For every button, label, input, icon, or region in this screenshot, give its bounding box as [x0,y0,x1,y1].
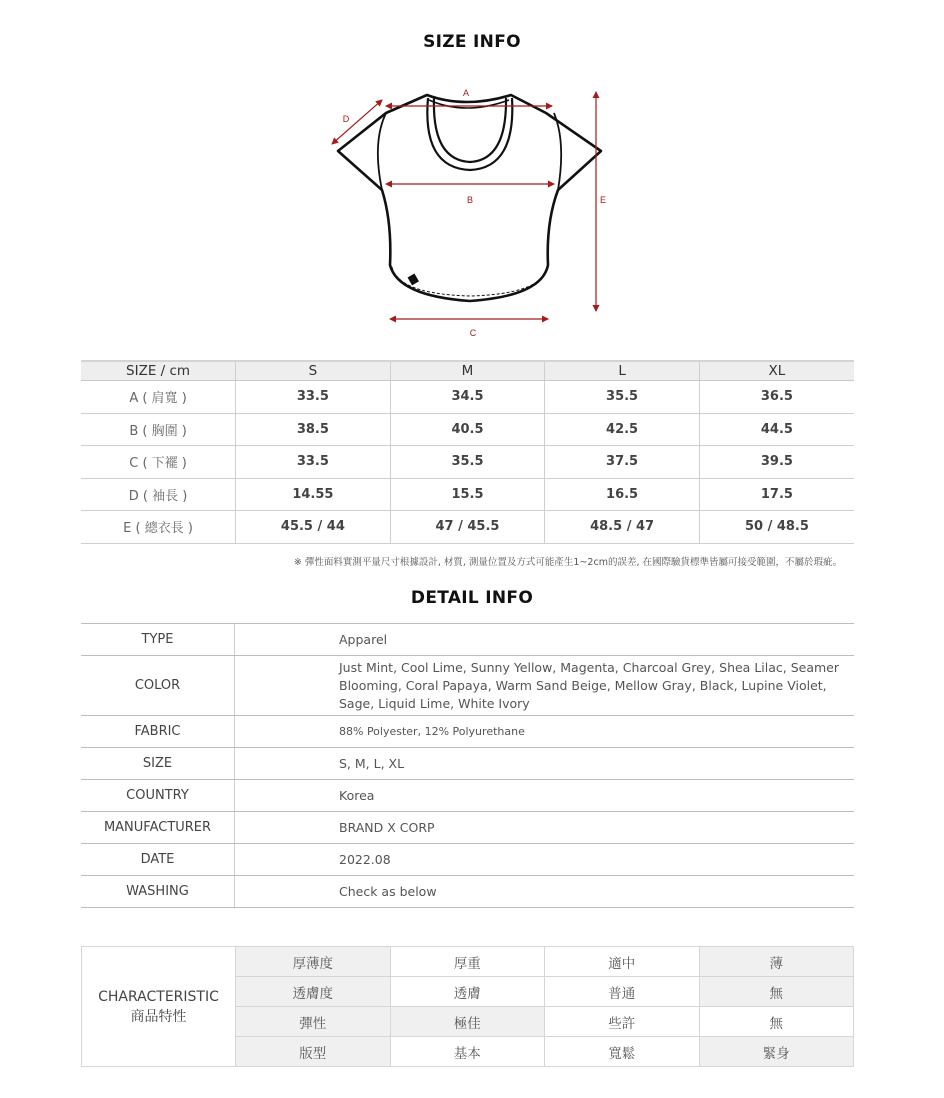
size-value: 44.5 [699,413,854,446]
detail-row-fabric [81,716,854,748]
char-option: 普通 [545,977,700,1007]
char-name: 彈性 [236,1007,391,1037]
detail-value: Check as below [235,876,855,908]
size-header-cell: S [236,361,391,381]
table-row [81,446,854,479]
char-option: 適中 [545,947,700,977]
dimension-label-d: D [342,114,350,124]
size-value: 42.5 [545,413,700,446]
char-option: 極佳 [390,1007,545,1037]
row-label: B ( 胸圍 ) [81,413,236,446]
detail-value: Apparel [235,624,855,656]
dimension-label-b: B [466,195,474,205]
char-option: 無 [699,1007,854,1037]
char-name: 透膚度 [236,977,391,1007]
char-row [82,947,854,977]
detail-table [81,623,854,908]
detail-label: COUNTRY [81,780,235,812]
char-option: 薄 [699,947,854,977]
size-header-cell: XL [699,361,854,381]
size-value: 37.5 [545,446,700,479]
size-value: 15.5 [390,478,545,511]
detail-row-color [81,656,854,716]
dimension-label-c: C [469,328,477,338]
detail-value: Just Mint, Cool Lime, Sunny Yellow, Magenta, Charcoal Grey, Shea Lilac, Seamer Blooming, Coral Papaya, Warm Sand Beige, Mellow Gray, Black, Lupine Violet, Sage, Liquid Lime, White Ivory [235,656,855,716]
row-label: A ( 肩寬 ) [81,381,236,414]
dimension-label-e: E [599,195,607,205]
detail-row-type [81,624,854,656]
detail-row-washing [81,876,854,908]
size-header-cell: M [390,361,545,381]
char-name: 版型 [236,1037,391,1067]
characteristic-label-zh: 商品特性 [130,1008,187,1025]
row-label: E ( 總衣長 ) [81,511,236,544]
char-option: 些許 [545,1007,700,1037]
size-value: 33.5 [236,446,391,479]
detail-label: TYPE [81,624,235,656]
detail-value: Korea [235,780,855,812]
size-value: 48.5 / 47 [545,511,700,544]
detail-label: MANUFACTURER [81,812,235,844]
detail-label: DATE [81,844,235,876]
row-label: D ( 袖長 ) [81,478,236,511]
tshirt-measurement-diagram [320,82,620,344]
detail-label: WASHING [81,876,235,908]
detail-value: BRAND X CORP [235,812,855,844]
size-value: 50 / 48.5 [699,511,854,544]
measurement-note: ※ 彈性面料實測平量尺寸根據設計, 材質, 測量位置及方式可能產生1~2cm的誤差, 在國際驗貨標準皆屬可接受範圍，不屬於瑕疵。 [293,557,842,568]
detail-label: COLOR [81,656,235,716]
size-value: 38.5 [236,413,391,446]
detail-label: SIZE [81,748,235,780]
detail-value: 88% Polyester, 12% Polyurethane [235,716,855,748]
detail-info-title: DETAIL INFO [410,588,534,608]
detail-label: FABRIC [81,716,235,748]
size-value: 14.55 [236,478,391,511]
size-value: 45.5 / 44 [236,511,391,544]
size-value: 34.5 [390,381,545,414]
size-table [81,360,854,544]
size-value: 35.5 [545,381,700,414]
size-header-cell: SIZE / cm [81,361,236,381]
detail-row-size [81,748,854,780]
char-option: 厚重 [390,947,545,977]
char-option: 基本 [390,1037,545,1067]
size-info-title: SIZE INFO [423,32,521,52]
char-option: 透膚 [390,977,545,1007]
char-option: 無 [699,977,854,1007]
detail-row-date [81,844,854,876]
size-table-header [81,361,854,381]
characteristic-table [81,946,854,1067]
size-value: 39.5 [699,446,854,479]
size-value: 16.5 [545,478,700,511]
char-name: 厚薄度 [236,947,391,977]
size-value: 40.5 [390,413,545,446]
size-value: 17.5 [699,478,854,511]
characteristic-label [82,947,236,1067]
char-option: 寬鬆 [545,1037,700,1067]
size-value: 47 / 45.5 [390,511,545,544]
size-value: 36.5 [699,381,854,414]
char-option: 緊身 [699,1037,854,1067]
characteristic-label-en: CHARACTERISTIC [98,988,219,1005]
detail-row-country [81,780,854,812]
row-label: C ( 下襬 ) [81,446,236,479]
table-row [81,381,854,414]
dimension-label-a: A [462,88,470,98]
detail-value: S, M, L, XL [235,748,855,780]
table-row [81,413,854,446]
table-row [81,478,854,511]
size-value: 35.5 [390,446,545,479]
size-value: 33.5 [236,381,391,414]
detail-row-manufacturer [81,812,854,844]
table-row [81,511,854,544]
detail-value: 2022.08 [235,844,855,876]
size-header-cell: L [545,361,700,381]
